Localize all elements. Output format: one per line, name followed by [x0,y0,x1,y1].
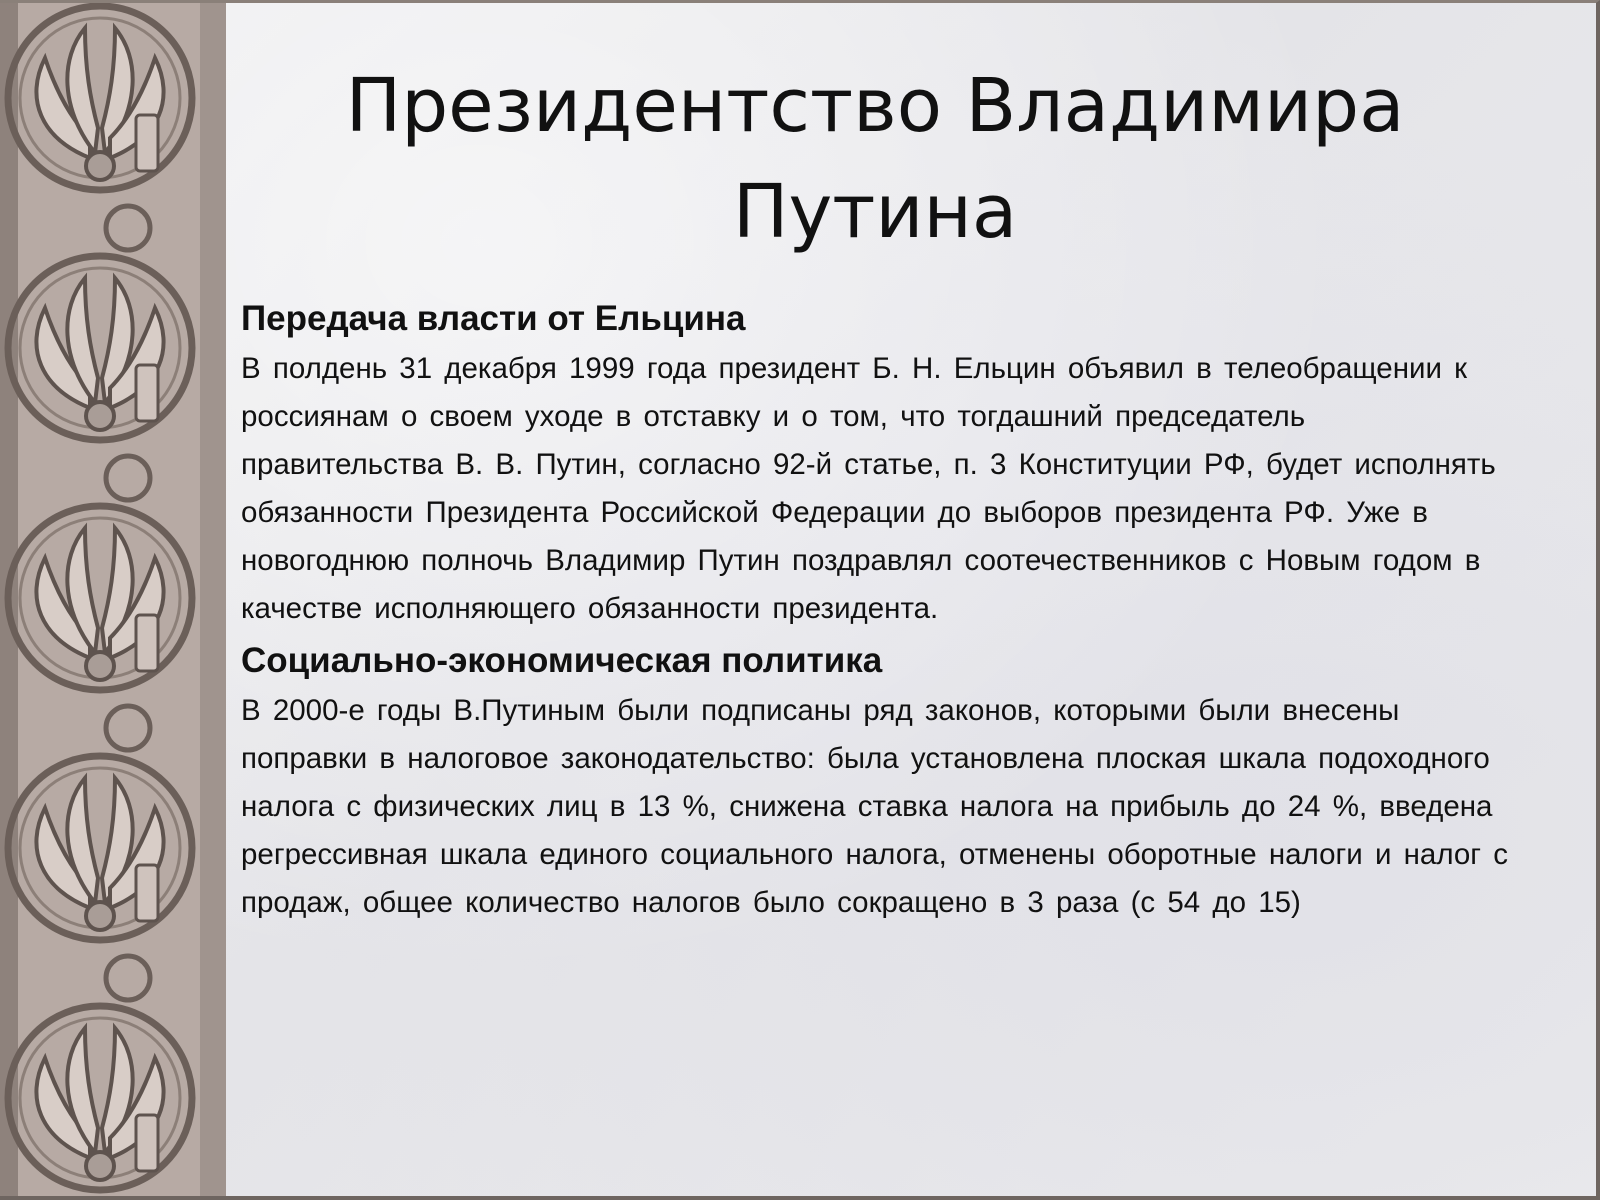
palmette-ornament-icon [0,3,226,1200]
section-body-socio-economic: В 2000-е годы В.Путиным были подписаны ряд законов, которыми были внесены поправки в налоговое законодательство: была установлена плоская шкала подоходного налога с физических лиц в 13 %, снижена ставка налога на прибыль до 24 %, введена регрессивная шкала единого социального налога, отменены оборотные налоги и налог с продаж, общее количество налогов было сокращено в 3 раза (с 54 до 15) [241,694,1508,919]
slide-content [241,293,1511,929]
section-heading-power-transfer: Передача власти от Ельцина [241,299,746,338]
ornamental-border [0,3,226,1200]
section-heading-socio-economic: Социально-экономическая политика [241,641,883,680]
slide-title: Президентство Владимира Путина [345,63,1405,255]
section-body-power-transfer: В полдень 31 декабря 1999 года президент Б. Н. Ельцин объявил в телеобращении к россиянам о своем уходе в отставку и о том, что тогдашний председатель правительства В. В. Путин, согласно 92-й статье, п. 3 Конституции РФ, будет исполнять обязанности Президента Российской Федерации до выборов президента РФ. Уже в новогоднюю полночь Владимир Путин поздравлял соотечественников с Новым годом в качестве исполняющего обязанности президента. [241,352,1496,625]
